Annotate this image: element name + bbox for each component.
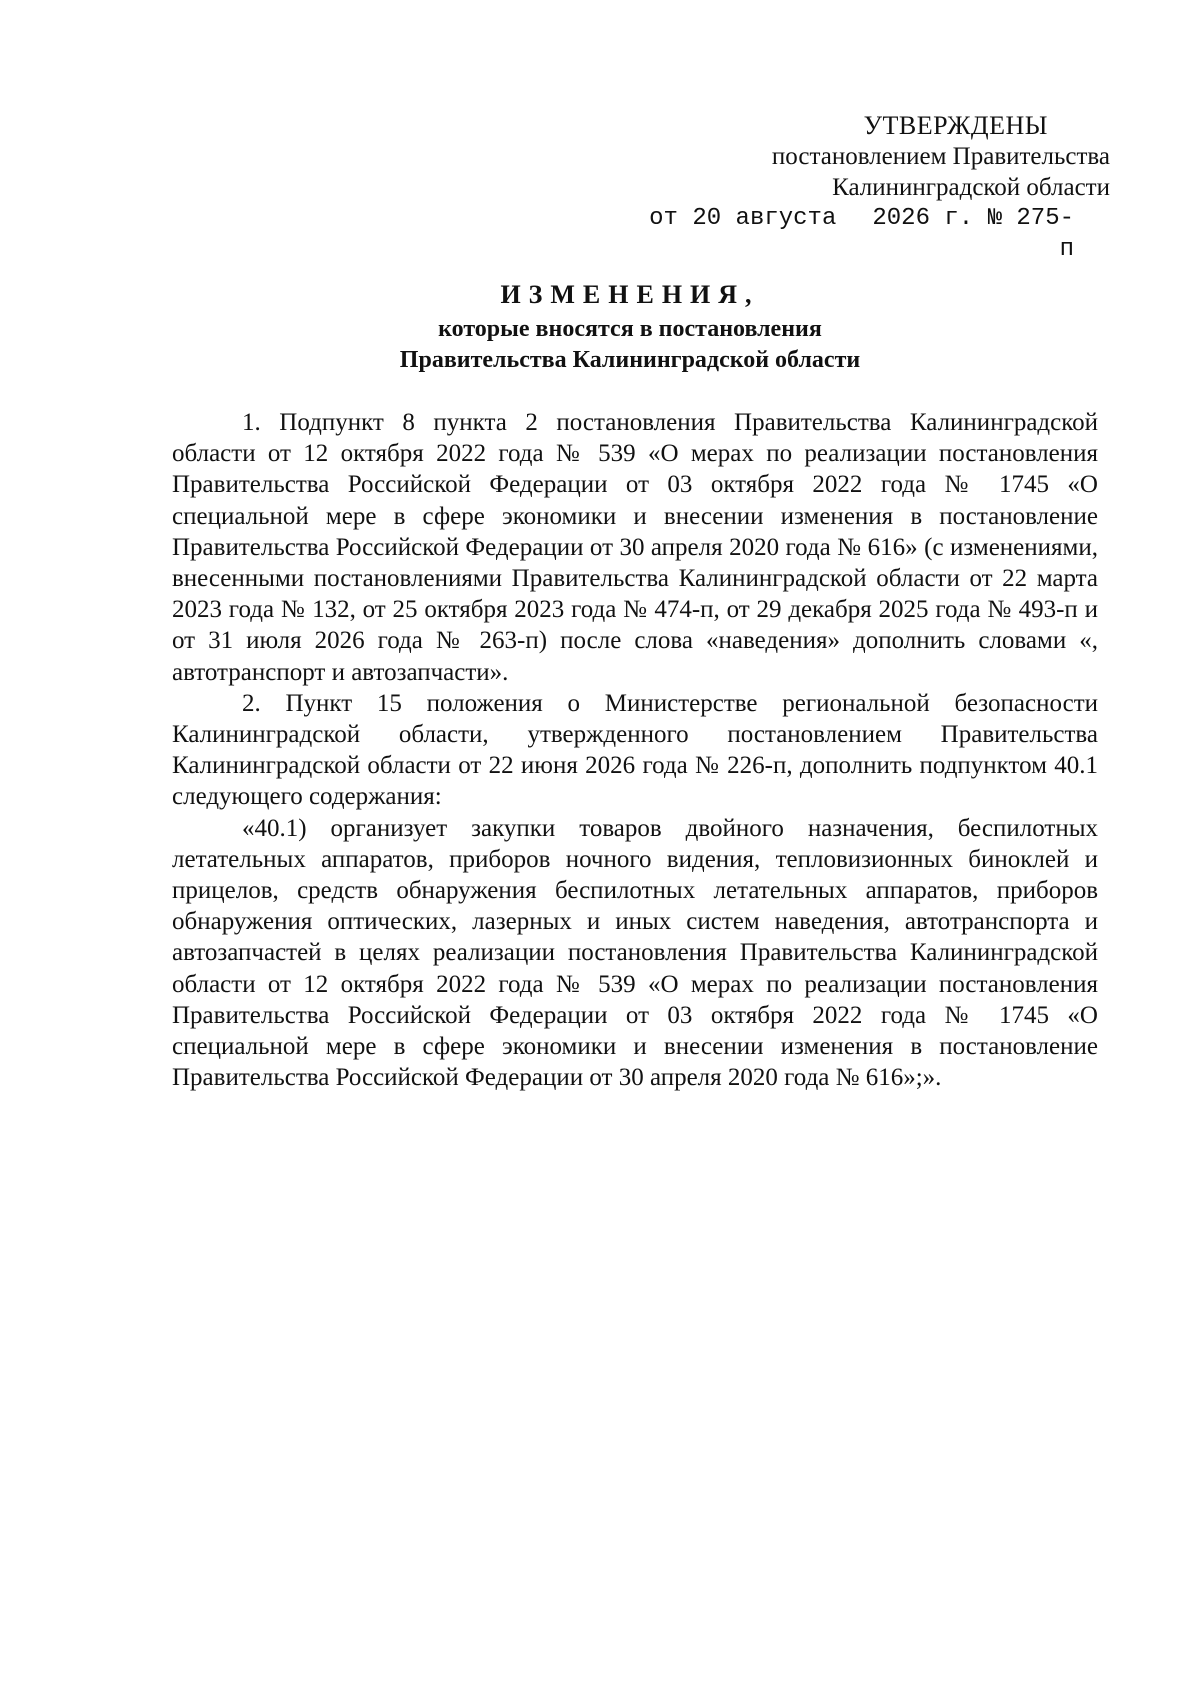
- approval-issuer-line: постановлением Правительства: [771, 143, 1110, 170]
- document-body: [172, 407, 1098, 1093]
- approval-date-line: [640, 203, 1110, 265]
- paragraph-2: 2. Пункт 15 положения о Министерстве региональной безопасности Калининградской области, утвержденного постановлением Правительства Калининградской области от 22 июня 2026 года № 226-п, дополнить подпунктом 40.1 следующего содержания:: [172, 689, 1098, 811]
- approval-stamp: [640, 110, 1110, 265]
- document-subtitle-line2: Правительства Калининградской области: [399, 347, 861, 373]
- document-heading: [170, 276, 1090, 376]
- approval-date-prefix: от 20 августа: [649, 205, 837, 232]
- approval-title: УТВЕРЖДЕНЫ: [863, 111, 1048, 140]
- paragraph-3: «40.1) организует закупки товаров двойного назначения, беспилотных летательных аппаратов, приборов ночного видения, тепловизионных биноклей и прицелов, средств обнаружения беспилотных летательных аппаратов, приборов обнаружения оптических, лазерных и иных систем наведения, автотранспорта и автозапчастей в целях реализации постановления Правительства Калининградской области от 12 октября 2022 года № 539 «О мерах по реализации постановления Правительства Российской Федерации от 03 октября 2022 года № 1745 «О специальной мере в сфере экономики и внесении изменения в постановление Правительства Российской Федерации от 30 апреля 2020 года № 616»;».: [172, 814, 1098, 1092]
- document-subtitle-line1: которые вносятся в постановления: [438, 316, 822, 342]
- paragraph-1: 1. Подпункт 8 пункта 2 постановления Правительства Калининградской области от 12 октября 2022 года № 539 «О мерах по реализации постановления Правительства Российской Федерации от 03 октября 2022 года № 1745 «О специальной мере в сфере экономики и внесении изменения в постановление Правительства Российской Федерации от 30 апреля 2020 года № 616» (с изменениями, внесенными постановлениями Правительства Калининградской области от 22 марта 2023 года № 132, от 25 октября 2023 года № 474-п, от 29 декабря 2025 года № 493-п и от 31 июля 2026 года № 263-п) после слова «наведения» дополнить словами «, автотранспорт и автозапчасти».: [172, 409, 1098, 686]
- document-title: ИЗМЕНЕНИЯ,: [500, 280, 760, 309]
- approval-region-line: Калининградской области: [832, 174, 1110, 201]
- approval-date-number: 2026 г. № 275-п: [872, 205, 1074, 263]
